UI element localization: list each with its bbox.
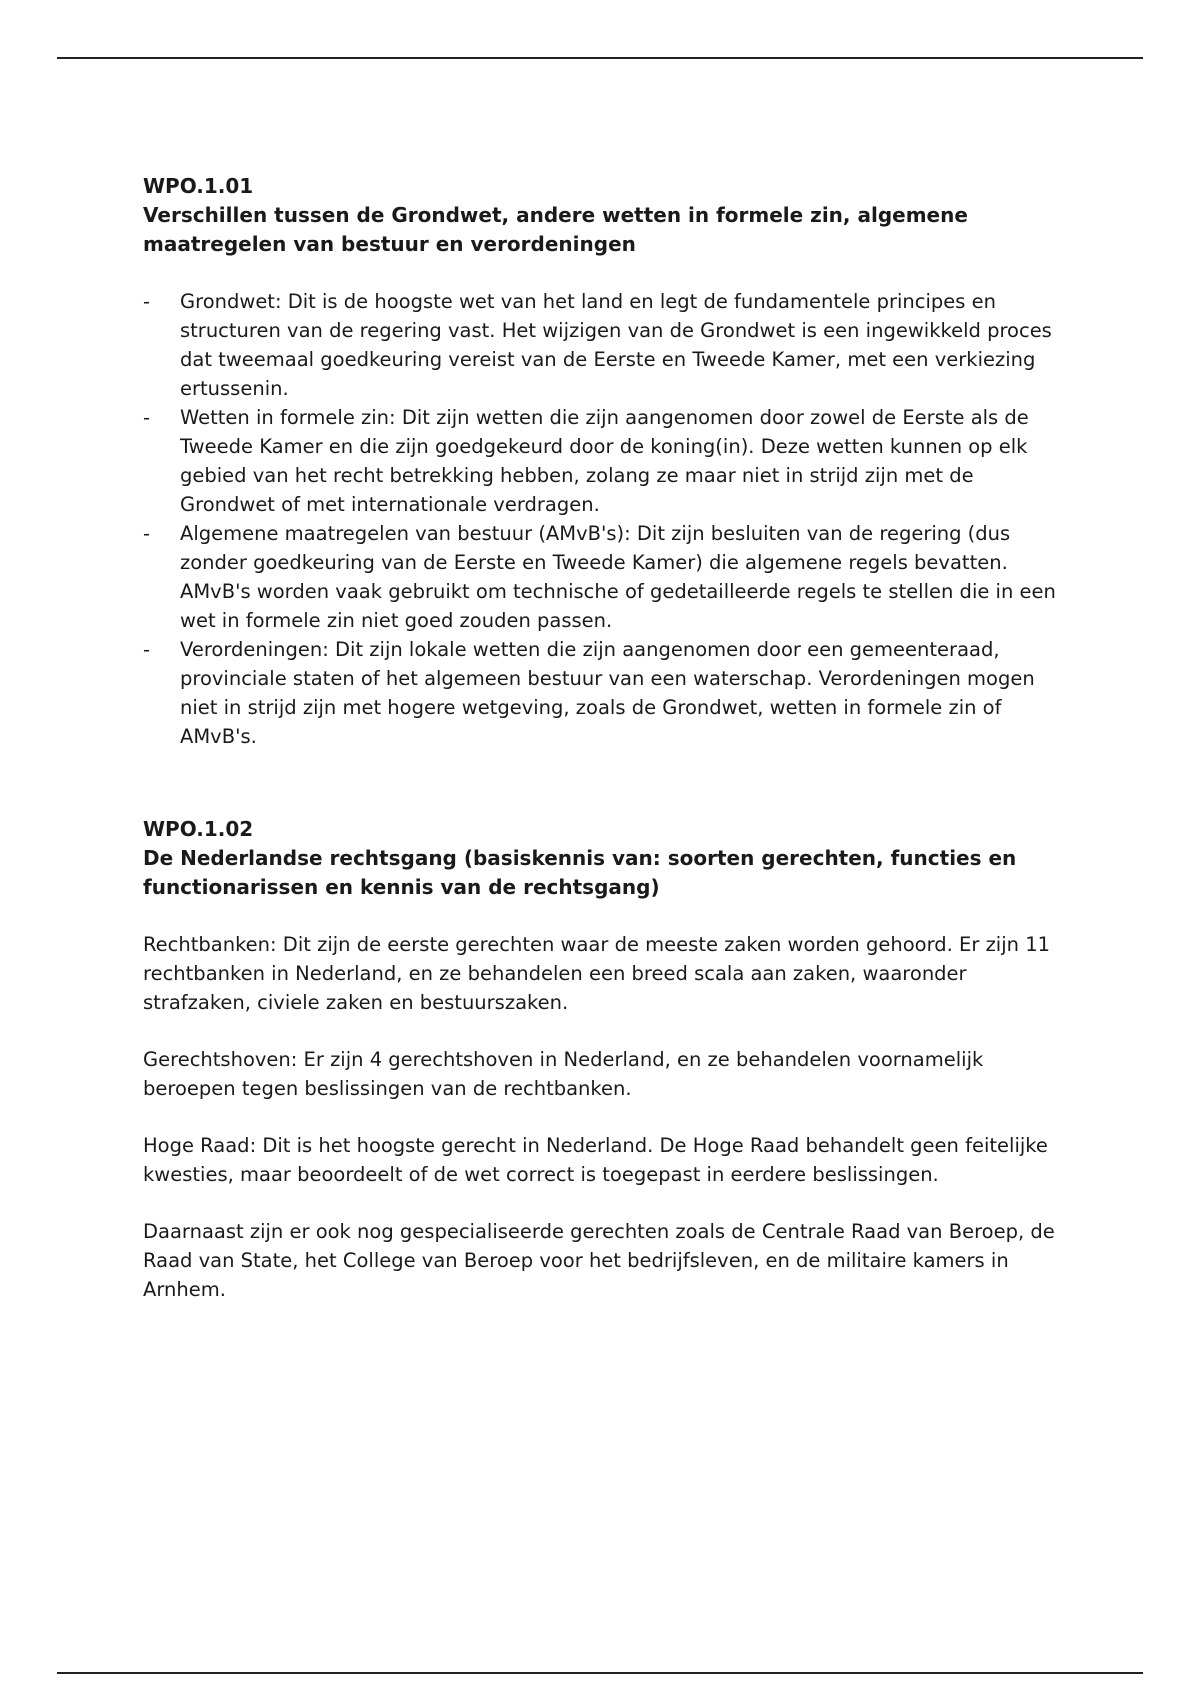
bullet-marker: - (143, 406, 151, 429)
list-item (143, 635, 1063, 751)
footer-rule (57, 1672, 1143, 1674)
bullet-marker: - (143, 522, 151, 545)
bullet-marker: - (143, 638, 151, 661)
list-item (143, 519, 1063, 635)
section-code: WPO.1.02 (143, 817, 254, 841)
paragraph-gespecialiseerde-gerechten: Daarnaast zijn er ook nog gespecialiseerde gerechten zoals de Centrale Raad van Beroep, de Raad van State, het College van Beroep voor het bedrijfsleven, en de militaire kamers in Arnhem. (143, 1220, 1055, 1301)
list-item-text: Algemene maatregelen van bestuur (AMvB's): Dit zijn besluiten van de regering (dus zonder goedkeuring van de Eerste en Tweede Kamer) die algemene regels bevatten. AMvB's worden vaak gebruikt om technische of gedetailleerde regels te stellen die in een wet in formele zin niet goed zouden passen. (180, 522, 1056, 632)
bullet-marker: - (143, 290, 151, 313)
list-item-text: Wetten in formele zin: Dit zijn wetten die zijn aangenomen door zowel de Eerste als de Tweede Kamer en die zijn goedgekeurd door de koning(in). Deze wetten kunnen op elk gebied van het recht betrekking hebben, zolang ze maar niet in strijd zijn met de Grondwet of met internationale verdragen. (180, 406, 1029, 516)
paragraph-rechtbanken: Rechtbanken: Dit zijn de eerste gerechten waar de meeste zaken worden gehoord. Er zijn 11 rechtbanken in Nederland, en ze behandelen een breed scala aan zaken, waaronder strafzaken, civiele zaken en bestuurszaken. (143, 933, 1051, 1014)
list-item (143, 287, 1063, 403)
section-title: De Nederlandse rechtsgang (basiskennis van: soorten gerechten, functies en functionarissen en kennis van de rechtsgang) (143, 846, 1017, 899)
section-wpo-1-02 (143, 815, 1063, 1304)
bullet-list (143, 287, 1063, 751)
section-title: Verschillen tussen de Grondwet, andere wetten in formele zin, algemene maatregelen van bestuur en verordeningen (143, 203, 968, 256)
list-item-text: Verordeningen: Dit zijn lokale wetten die zijn aangenomen door een gemeenteraad, provinciale staten of het algemeen bestuur van een waterschap. Verordeningen mogen niet in strijd zijn met hogere wetgeving, zoals de Grondwet, wetten in formele zin of AMvB's. (180, 638, 1035, 748)
list-item (143, 403, 1063, 519)
document-body (143, 172, 1063, 1304)
paragraph-gerechtshoven: Gerechtshoven: Er zijn 4 gerechtshoven in Nederland, en ze behandelen voornamelijk beroepen tegen beslissingen van de rechtbanken. (143, 1048, 984, 1100)
header-rule (57, 57, 1143, 59)
section-wpo-1-01 (143, 172, 1063, 751)
list-item-text: Grondwet: Dit is de hoogste wet van het land en legt de fundamentele principes en structuren van de regering vast. Het wijzigen van de Grondwet is een ingewikkeld proces dat tweemaal goedkeuring vereist van de Eerste en Tweede Kamer, met een verkiezing ertussenin. (180, 290, 1052, 400)
paragraph-hoge-raad: Hoge Raad: Dit is het hoogste gerecht in Nederland. De Hoge Raad behandelt geen feitelijke kwesties, maar beoordeelt of de wet correct is toegepast in eerdere beslissingen. (143, 1134, 1048, 1186)
section-code: WPO.1.01 (143, 174, 254, 198)
